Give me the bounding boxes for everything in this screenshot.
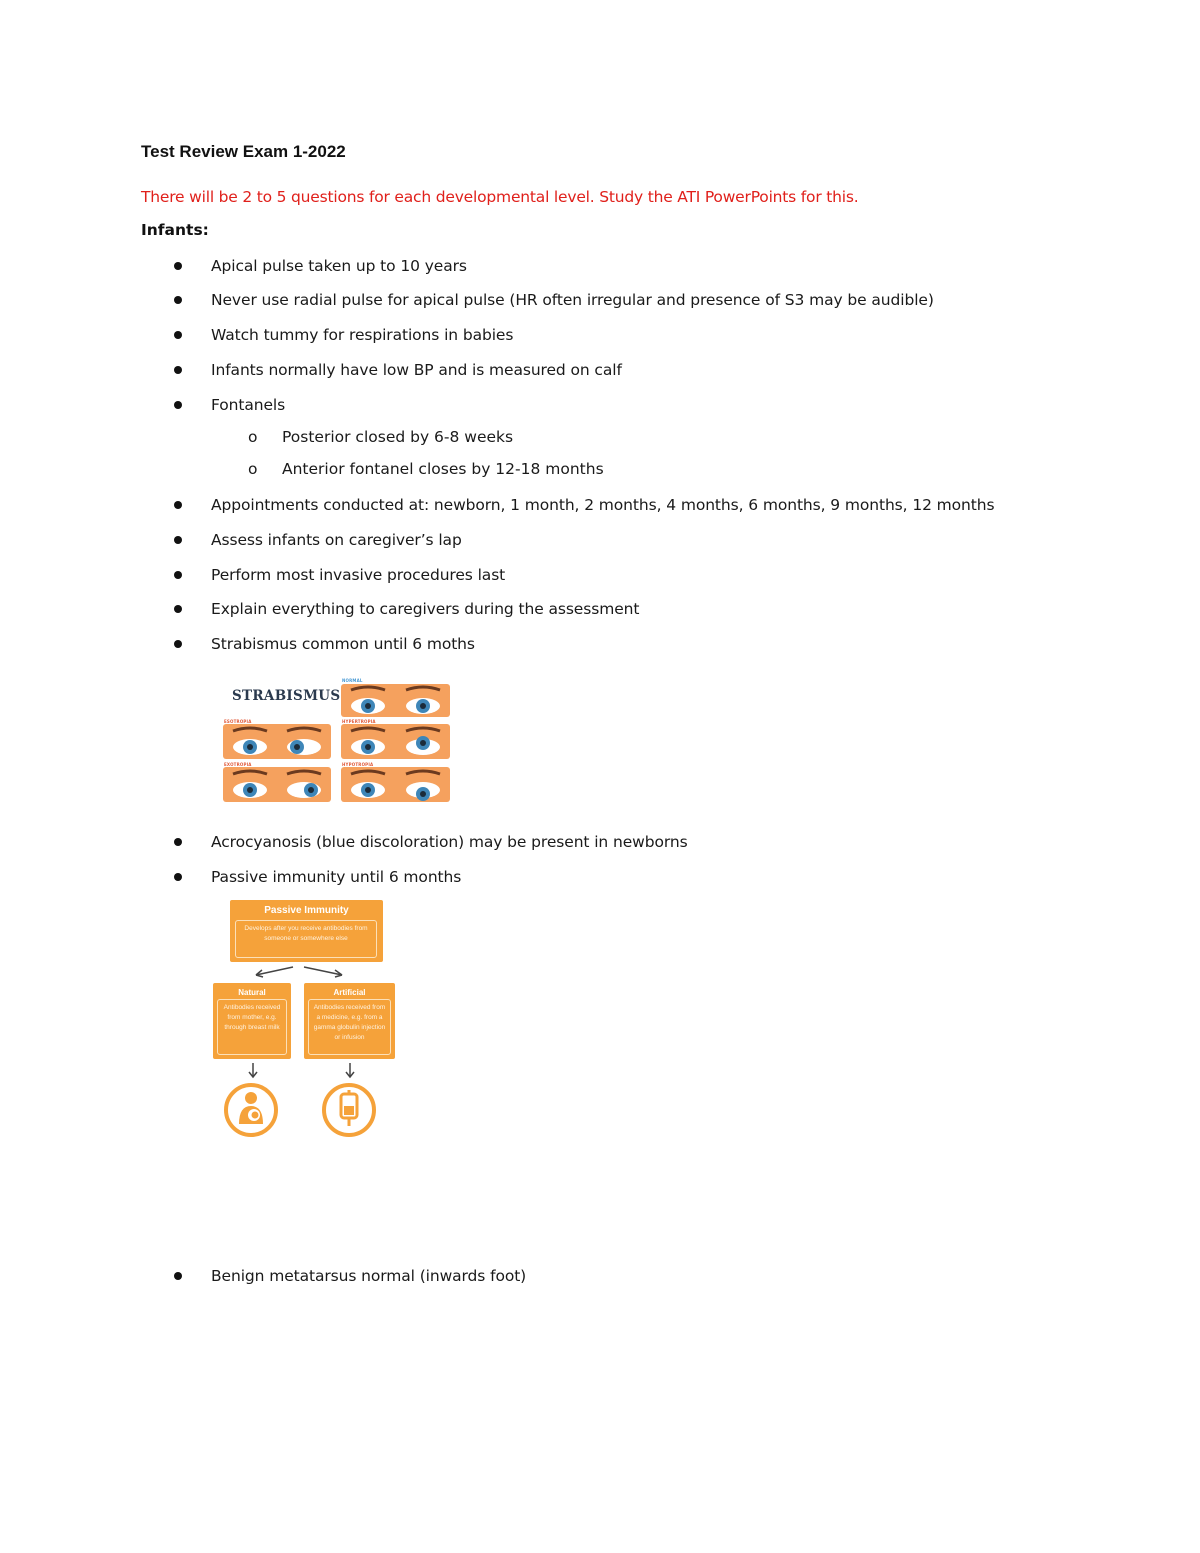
pi-natural-text: Antibodies received from mother, e.g. through breast milk bbox=[223, 1004, 281, 1031]
bullet-icon bbox=[174, 401, 182, 409]
section-heading-infants: Infants: bbox=[141, 221, 209, 239]
bullet-icon bbox=[174, 640, 182, 648]
label-hypotropia: HYPOTROPIA bbox=[342, 762, 374, 767]
label-normal: NORMAL bbox=[342, 678, 363, 683]
sub-bullet-marker: o bbox=[248, 460, 258, 478]
sub-bullet-marker: o bbox=[248, 428, 258, 446]
bullet-icon bbox=[174, 366, 182, 374]
bullet-icon bbox=[174, 838, 182, 846]
strabismus-title: STRABISMUS bbox=[232, 688, 341, 704]
arrow-down-icon bbox=[340, 1061, 360, 1081]
pi-title: Passive Immunity bbox=[264, 905, 349, 916]
bullet-icon bbox=[174, 331, 182, 339]
bullet-icon bbox=[174, 536, 182, 544]
eyes-esotropia-icon bbox=[223, 724, 331, 759]
label-esotropia: ESOTROPIA bbox=[224, 719, 252, 724]
pi-natural-title: Natural bbox=[238, 988, 266, 997]
eyes-normal-icon bbox=[341, 684, 450, 717]
eyes-hypotropia-icon bbox=[341, 767, 450, 802]
pi-artificial-box bbox=[304, 983, 395, 1059]
bullet-icon bbox=[174, 605, 182, 613]
label-exotropia: EXOTROPIA bbox=[224, 762, 252, 767]
bullet-icon bbox=[174, 571, 182, 579]
bullet-icon bbox=[174, 296, 182, 304]
study-note: There will be 2 to 5 questions for each developmental level. Study the ATI PowerPoints for this. bbox=[141, 188, 859, 206]
bullet-icon bbox=[174, 1272, 182, 1280]
label-hypertropia: HYPERTROPIA bbox=[342, 719, 376, 724]
arrow-down-icon bbox=[243, 1061, 263, 1081]
iv-bag-icon bbox=[320, 1082, 378, 1138]
eyes-exotropia-icon bbox=[223, 767, 331, 802]
bullet-icon bbox=[174, 501, 182, 509]
pi-artificial-title: Artificial bbox=[333, 988, 366, 997]
pi-main-box bbox=[230, 900, 383, 962]
document-title: Test Review Exam 1-2022 bbox=[141, 142, 346, 161]
pi-artificial-text: Antibodies received from a medicine, e.g. from a gamma globulin injection or infusion bbox=[313, 1004, 386, 1041]
strabismus-figure bbox=[221, 666, 453, 804]
breastfeeding-icon bbox=[222, 1082, 280, 1138]
eyes-hypertropia-icon bbox=[341, 724, 450, 759]
bullet-icon bbox=[174, 873, 182, 881]
pi-description: Develops after you receive antibodies from someone or somewhere else bbox=[244, 925, 368, 942]
split-arrows-icon bbox=[248, 964, 368, 980]
bullet-icon bbox=[174, 262, 182, 270]
passive-immunity-figure bbox=[213, 898, 398, 1138]
pi-natural-box bbox=[213, 983, 291, 1059]
